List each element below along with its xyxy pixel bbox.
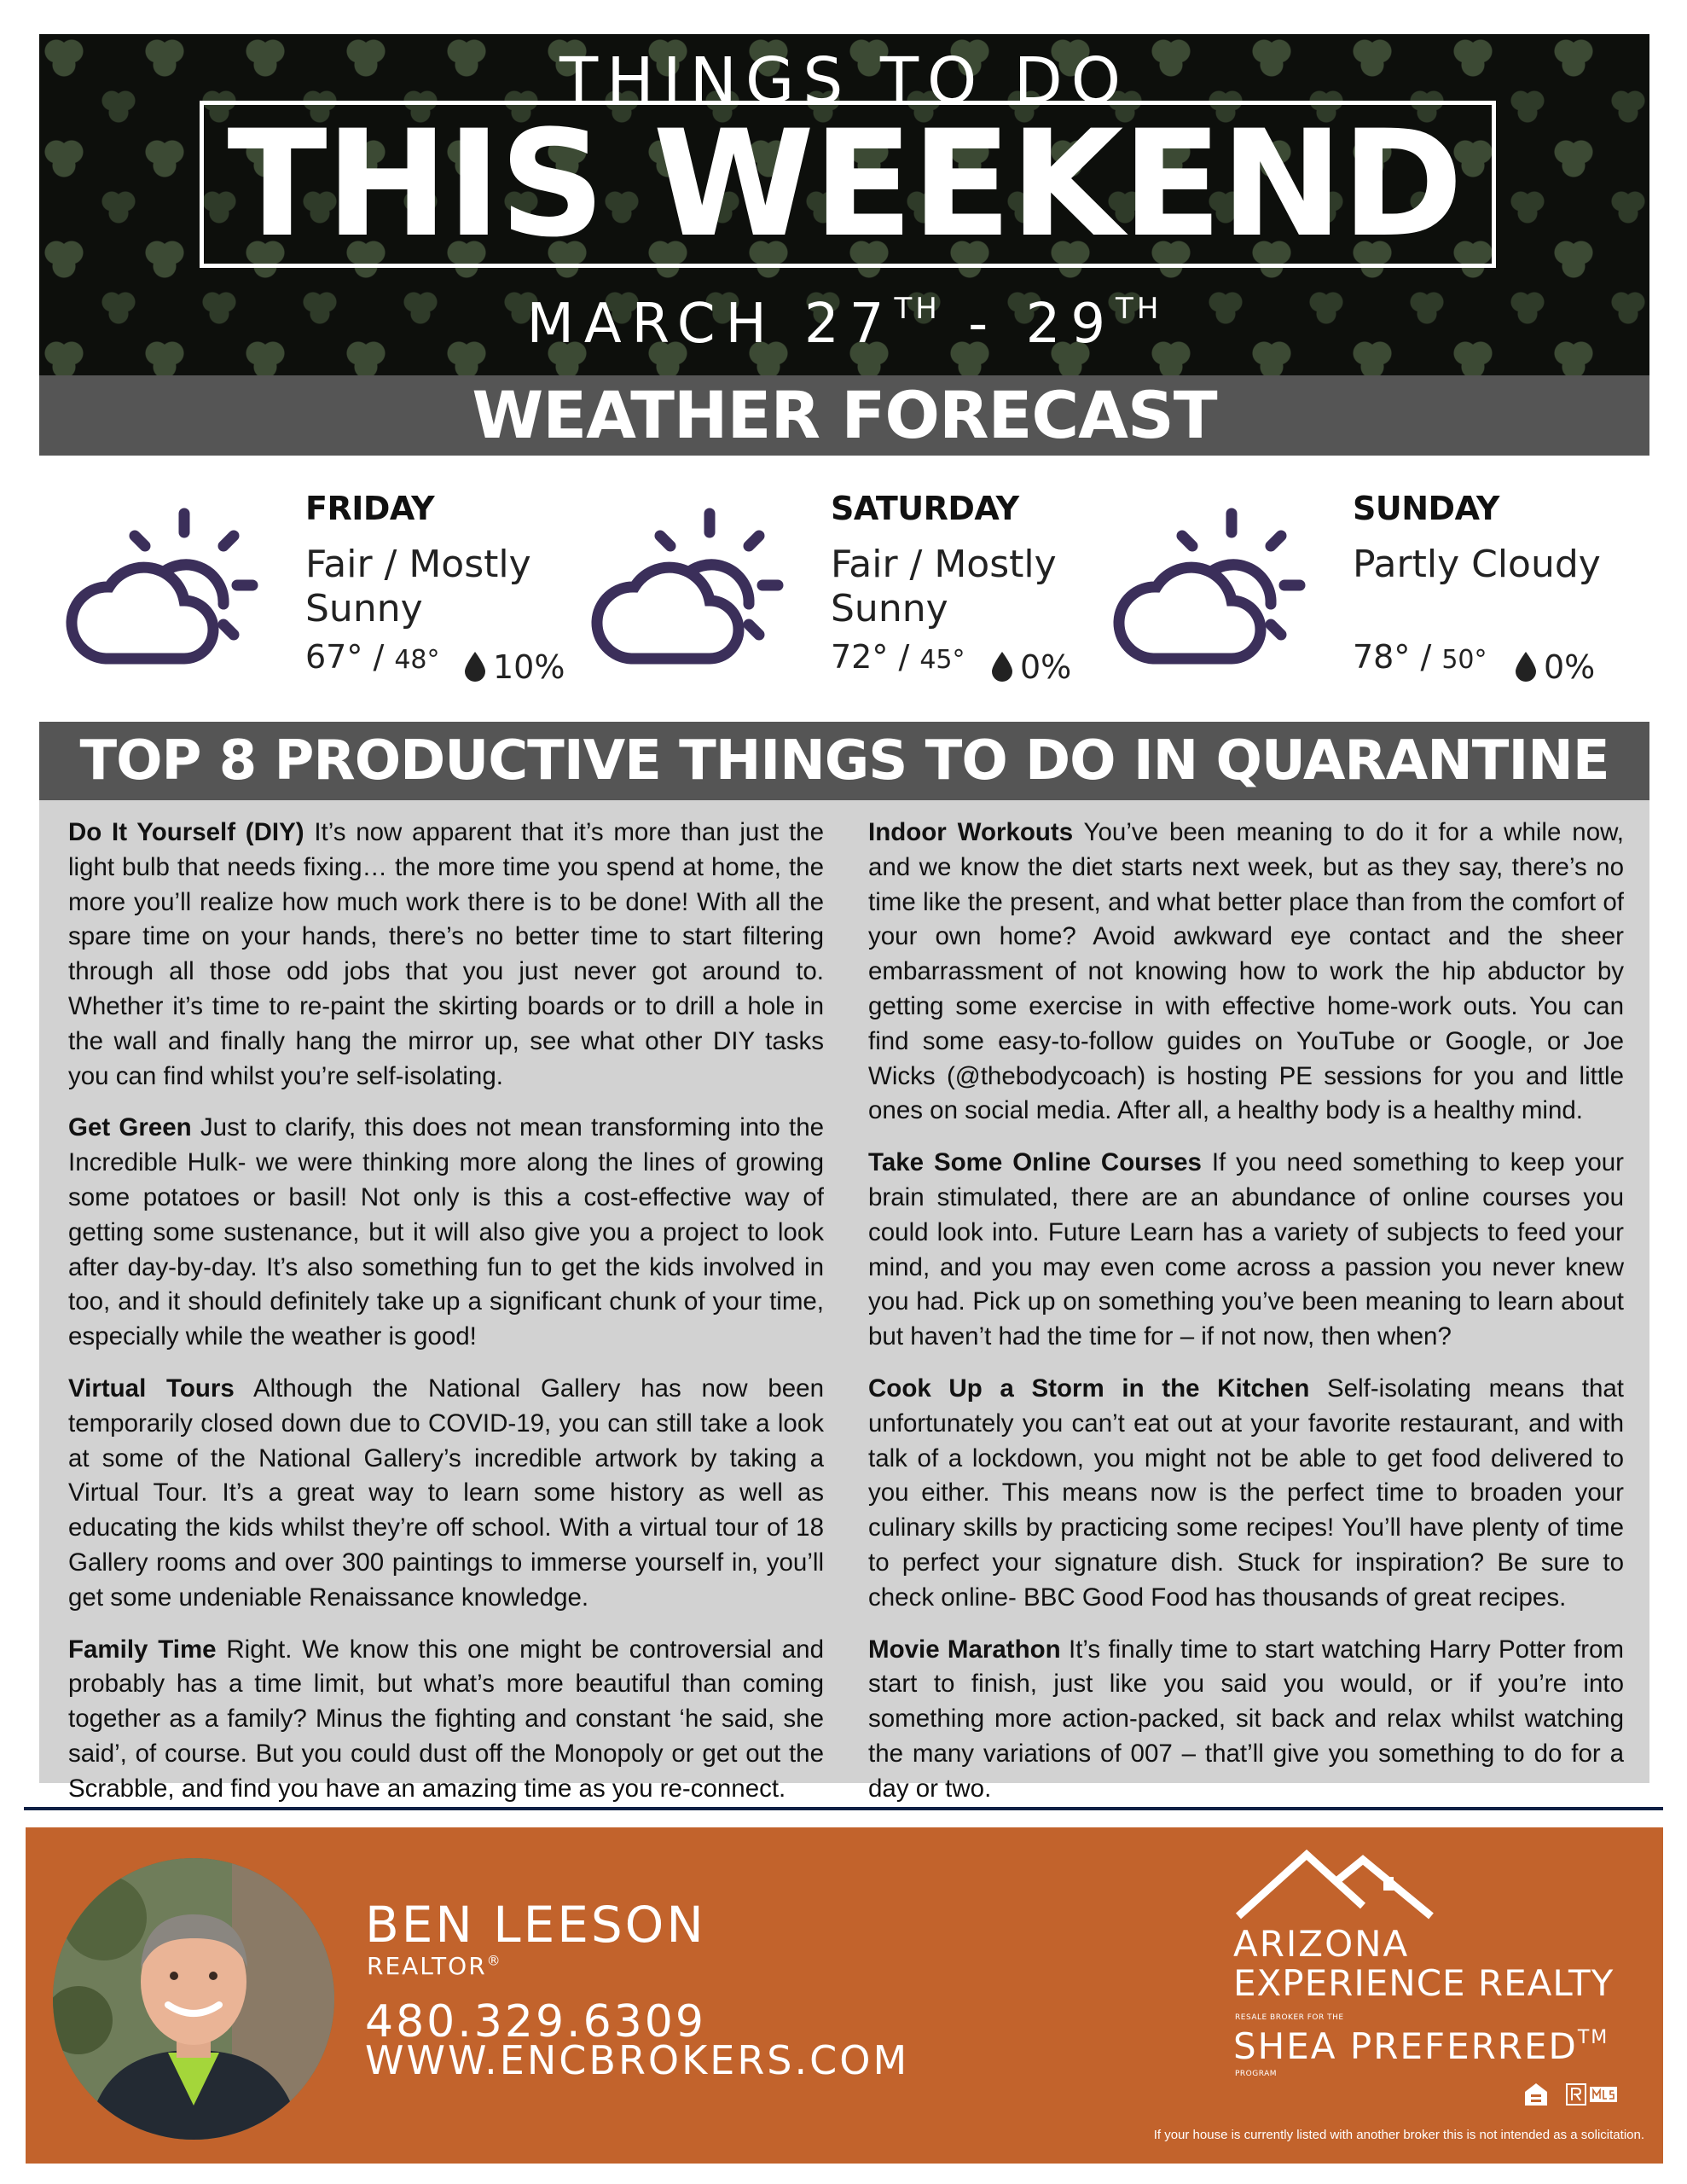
temp-separator: /	[1410, 638, 1442, 676]
item-body: You’ve been meaning to do it for a while now, and we know the diet starts next week, but as they say, there’s no time like the present, and what better place than from the comfort of your own home? Avoid awkward eye contact and the sheer embarrassment of not knowing how to work the hip abductor by getting some exercise in with effective home-work outs. You can find some easy-to-follow guides on YouTube or Google, or Joe Wicks (@thebodycoach) is hosting PE sessions for you and little ones on social media. After all, a healthy body is a healthy mind.	[868, 818, 1624, 1125]
date-start-suffix: TH	[894, 292, 941, 326]
raindrop-icon	[1515, 651, 1537, 682]
item-title: Do It Yourself (DIY)	[68, 818, 304, 846]
header-banner	[39, 34, 1649, 375]
partly-cloudy-icon	[582, 497, 803, 676]
disclaimer: If your house is currently listed with another broker this is not intended as a solicitation.	[1153, 2128, 1644, 2142]
day-name: SUNDAY	[1353, 490, 1499, 527]
banner-kicker: THINGS TO DO	[559, 44, 1130, 118]
article-item	[868, 816, 1624, 1129]
raindrop-icon	[991, 651, 1013, 682]
day-name: FRIDAY	[305, 490, 435, 527]
item-title: Family Time	[68, 1635, 217, 1664]
precip-value: 0%	[1544, 648, 1596, 686]
item-title: Virtual Tours	[68, 1374, 235, 1403]
precip-value: 10%	[493, 648, 565, 686]
realtor-mls-icon	[1566, 2083, 1619, 2106]
item-body: Self-isolating means that unfortunately you can’t eat out at your favorite restaurant, and with talk of a lockdown, you might not be able to get food delivered to you either. This means now is the perfect time to broaden your culinary skills by practicing some recipes! You’ll have plenty of time to perfect your signature dish. Stuck for inspiration? Be sure to check online- BBC Good Food has thousands of great recipes.	[868, 1374, 1624, 1612]
date-end: 29	[1025, 293, 1116, 356]
equal-housing-icon	[1523, 2082, 1549, 2107]
item-body: It’s now apparent that it’s more than just the light bulb that needs fixing… the more time you spend at home, the more you’ll realize how much work there is to be done! With all the spare time on your hands, there’s no better time to start filtering through all those odd jobs that you just never got around to. Whether it’s time to re-paint the skirting boards or to drill a hole in the wall and finally hang the mirror up, see what other DIY tasks you can find whilst you’re self-isolating.	[68, 818, 824, 1090]
shea-name: SHEA PREFERRED	[1233, 2025, 1578, 2067]
day-condition: Partly Cloudy	[1353, 543, 1601, 586]
forecast-day-friday	[39, 478, 568, 708]
item-body: Right. We know this one might be controversial and probably has a time limit, but what’s more beautiful than coming together as a family? Minus the fighting and constant ‘he said, she said’, of course. But you could dust off the Monopoly or get out the Scrabble, and find you have an amazing time as you re-connect.	[68, 1635, 824, 1803]
item-body: Although the National Gallery has now been temporarily closed down due to COVID-19, you can still take a look at some of the National Gallery’s incredible artwork by taking a Virtual Tour. It’s a great way to learn some history as well as educating the kids whilst they’re off school. With a virtual tour of 18 Gallery rooms and over 300 paintings to immerse yourself in, you’ll get some undeniable Renaissance knowledge.	[68, 1374, 824, 1612]
article-item	[868, 1372, 1624, 1616]
brand-line-1: ARIZONA	[1233, 1923, 1410, 1965]
partly-cloudy-icon	[1104, 497, 1325, 676]
raindrop-icon	[464, 651, 486, 682]
temp-separator: /	[362, 638, 395, 676]
item-title: Cook Up a Storm in the Kitchen	[868, 1374, 1310, 1403]
footer-divider	[24, 1807, 1663, 1810]
banner-date	[39, 292, 1649, 356]
date-start: MARCH 27	[526, 293, 895, 356]
article-item	[68, 1372, 824, 1616]
article-panel	[39, 800, 1649, 1803]
shea-preferred	[1233, 2025, 1609, 2067]
article-item	[868, 1633, 1624, 1807]
low-temp: 48°	[394, 645, 440, 675]
precipitation	[464, 648, 565, 686]
article-column-left	[68, 816, 824, 1824]
shea-program: PROGRAM	[1235, 2070, 1278, 2078]
article-item	[68, 1633, 824, 1807]
item-title: Take Some Online Courses	[868, 1148, 1202, 1177]
low-temp: 45°	[919, 645, 965, 675]
article-item	[868, 1146, 1624, 1355]
low-temp: 50°	[1441, 645, 1487, 675]
item-body: It’s finally time to start watching Harry Potter from start to finish, just like you said you would, or if you’re into something more action-packed, sit back and relax whilst watching the many variations of 007 – that’ll give you something to do for a day or two.	[868, 1635, 1624, 1803]
item-title: Movie Marathon	[868, 1635, 1061, 1664]
item-title: Get Green	[68, 1113, 192, 1142]
high-temp: 67°	[305, 638, 363, 676]
forecast-day-sunday	[1087, 478, 1615, 708]
agent-footer	[26, 1827, 1663, 2164]
high-temp: 78°	[1353, 638, 1411, 676]
article-item	[68, 816, 824, 1094]
shea-tagline: RESALE BROKER FOR THE	[1235, 2013, 1344, 2022]
agent-website-link[interactable]: WWW.ENCBROKERS.COM	[365, 2037, 910, 2083]
mountain-logo-icon	[1235, 1844, 1440, 1921]
article-item	[68, 1111, 824, 1355]
item-title: Indoor Workouts	[868, 818, 1074, 846]
forecast-day-saturday	[565, 478, 1093, 708]
temp-separator: /	[888, 638, 920, 676]
agent-title	[367, 1952, 502, 1980]
precip-value: 0%	[1020, 648, 1072, 686]
article-heading: TOP 8 PRODUCTIVE THINGS TO DO IN QUARANTINE	[39, 722, 1649, 800]
agent-phone[interactable]: 480.329.6309	[365, 1996, 706, 2048]
agent-portrait-icon	[53, 1858, 334, 2140]
brand-line-2: EXPERIENCE REALTY	[1233, 1962, 1615, 2004]
precipitation	[1515, 648, 1595, 686]
date-separator: -	[940, 293, 1026, 356]
day-condition: Fair / Mostly Sunny	[831, 543, 1057, 630]
day-name: SATURDAY	[831, 490, 1019, 527]
partly-cloudy-icon	[56, 497, 278, 676]
agent-title-text: REALTOR	[367, 1952, 487, 1980]
trademark-mark: TM	[1577, 2027, 1609, 2048]
banner-title: THIS WEEKEND	[227, 98, 1462, 270]
article-column-right	[868, 816, 1624, 1824]
agent-photo	[53, 1858, 334, 2140]
registered-mark: ®	[486, 1952, 502, 1969]
date-end-suffix: TH	[1116, 292, 1162, 326]
weather-forecast-heading: WEATHER FORECAST	[39, 375, 1649, 456]
forecast-row	[39, 478, 1649, 708]
high-temp: 72°	[831, 638, 889, 676]
precipitation	[991, 648, 1071, 686]
item-body: If you need something to keep your brain stimulated, there are an abundance of online courses you could look into. Future Learn has a variety of subjects to feed your mind, and you may even come across a passion you never knew you had. Pick up on something you’ve been meaning to learn about but haven’t had the time for – if not now, then when?	[868, 1148, 1624, 1351]
item-body: Just to clarify, this does not mean transforming into the Incredible Hulk- we were thinking more along the lines of growing some potatoes or basil! Not only is this a cost-effective way of getting some sustenance, but it will also give you a project to look after day-by-day. It’s also something fun to get the kids involved in too, and it should definitely take up a significant chunk of your time, especially while the weather is good!	[68, 1113, 825, 1351]
agent-name: BEN LEESON	[365, 1896, 706, 1954]
day-condition: Fair / Mostly Sunny	[305, 543, 531, 630]
